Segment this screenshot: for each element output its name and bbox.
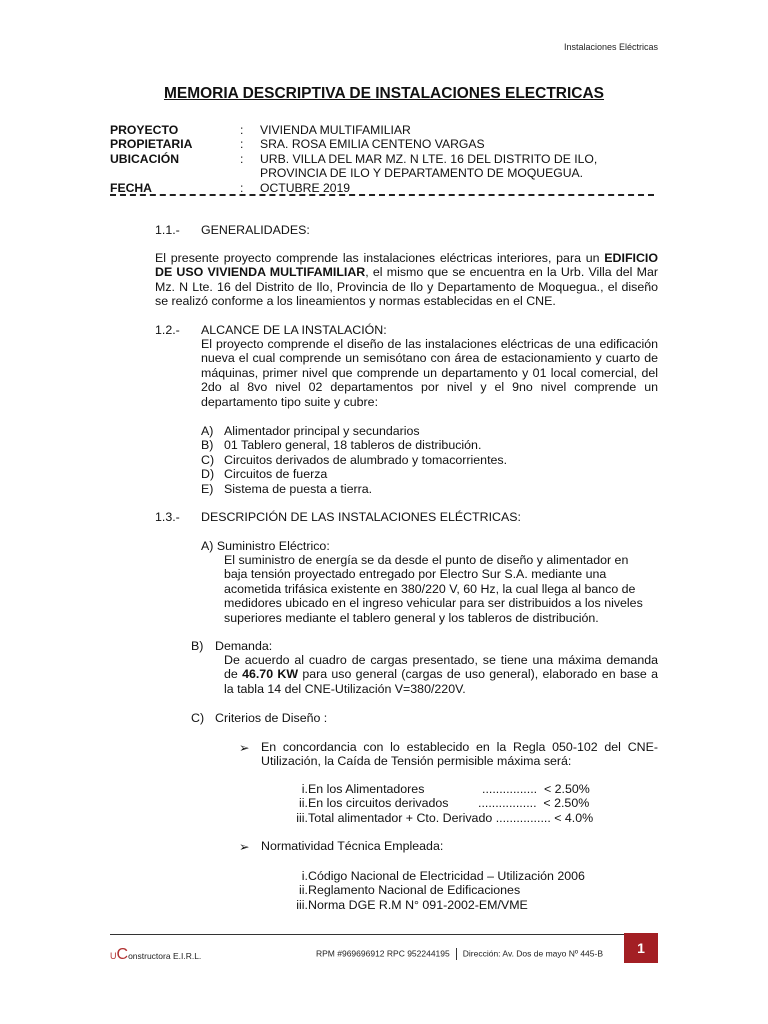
list-marker: iii.: [296, 897, 308, 912]
footer-contact: [316, 948, 603, 960]
subsection-marker: C): [191, 711, 205, 725]
meta-row-proyecto: [110, 123, 658, 137]
list-marker: B): [201, 438, 214, 453]
text-run: De acuerdo al cuadro de cargas presentado, se tiene una máxima demanda de: [224, 653, 658, 682]
meta-row-fecha: [110, 181, 658, 195]
meta-value: VIVIENDA MULTIFAMILIAR: [260, 123, 411, 137]
limit-value: < 2.50%: [543, 782, 590, 796]
section-title: ALCANCE DE LA INSTALACIÓN:: [201, 323, 387, 337]
list-text: Total alimentador + Cto. Derivado ................ < 4.0%: [308, 810, 594, 825]
meta-value: URB. VILLA DEL MAR MZ. N LTE. 16 DEL DISTRITO DE ILO, PROVINCIA DE ILO Y DEPARTAMENTO DE MOQUEGUA.: [260, 151, 598, 181]
arrow-bullet-icon: ➢: [239, 840, 250, 854]
bold-text: EDIFICIO DE USO VIVIENDA MULTIFAMILIAR: [155, 251, 658, 280]
list-text: Circuitos derivados de alumbrado y tomacorrientes.: [224, 452, 508, 467]
norms-list: [283, 869, 585, 912]
meta-colon: :: [240, 151, 244, 166]
list-item: [201, 438, 507, 452]
subsection-b-paragraph: [224, 653, 658, 696]
list-item: [201, 467, 507, 481]
meta-colon: :: [240, 123, 244, 137]
logo-letter: U: [110, 951, 117, 961]
list-text: 01 Tablero general, 18 tableros de distribución.: [224, 438, 482, 453]
list-item: [283, 869, 585, 883]
logo-c: C: [116, 946, 129, 963]
limit-value: < 4.0%: [554, 810, 594, 825]
subsection-title: Demanda:: [215, 639, 273, 653]
address: Dirección: Av. Dos de mayo Nº 445-B: [462, 948, 604, 959]
bold-text: 46.70 KW: [242, 667, 299, 682]
meta-key: PROYECTO: [110, 123, 179, 137]
list-text: Circuitos de fuerza: [224, 467, 328, 482]
list-text: Reglamento Nacional de Edificaciones: [308, 883, 521, 898]
voltage-drop-list: [283, 782, 603, 825]
leader-dots: ................: [495, 810, 551, 825]
meta-colon: :: [240, 180, 244, 195]
list-item: [201, 424, 507, 438]
meta-value: SRA. ROSA EMILIA CENTENO VARGAS: [260, 137, 485, 152]
subsection-a-heading: A) Suministro Eléctrico:: [201, 539, 330, 553]
subsection-marker: B): [191, 639, 204, 653]
list-text: Sistema de puesta a tierra.: [224, 481, 373, 496]
section-number: 1.2.-: [155, 323, 180, 337]
list-marker: ii.: [299, 883, 308, 898]
phone-numbers: RPM #969696912 RPC 952244195: [316, 948, 450, 959]
list-marker: C): [201, 452, 215, 467]
section-title: GENERALIDADES:: [201, 223, 310, 237]
footer-separator: [456, 948, 457, 960]
meta-key: FECHA: [110, 180, 152, 195]
section-title: DESCRIPCIÓN DE LAS INSTALACIONES ELÉCTRICAS:: [201, 510, 521, 524]
list-text: Código Nacional de Electricidad – Utilización 2006: [308, 869, 585, 883]
list-text: En los circuitos derivados ................. < 2.50%: [308, 796, 590, 811]
meta-key: UBICACIÓN: [110, 151, 180, 166]
section-number: 1.1.-: [155, 223, 180, 237]
list-marker: E): [201, 481, 214, 496]
norms-heading: Normatividad Técnica Empleada:: [261, 839, 444, 853]
list-marker: A): [201, 424, 214, 438]
criteria-paragraph: En concordancia con lo establecido en la Regla 050-102 del CNE-Utilización, la Caída de Tensión permisible máxima será:: [261, 740, 658, 769]
section-1-2-heading: [155, 323, 387, 337]
list-item: [283, 796, 603, 810]
section-1-1-heading: [155, 223, 310, 237]
footer-divider: [110, 934, 658, 935]
text-run: El presente proyecto comprende las instalaciones eléctricas interiores, para un: [155, 251, 605, 265]
list-marker: iii.: [296, 810, 308, 825]
section-1-3-heading: [155, 510, 521, 524]
list-marker: i.: [301, 869, 308, 883]
arrow-bullet-icon: ➢: [239, 741, 250, 755]
list-text: Alimentador principal y secundarios: [224, 424, 420, 438]
company-logo: [110, 946, 201, 964]
subsection-c-heading: [191, 711, 328, 725]
leader-dots: ................: [482, 782, 538, 796]
list-text: En los Alimentadores ................ < 2.50%: [308, 782, 590, 796]
section-1-1-paragraph: [155, 251, 658, 309]
meta-value: OCTUBRE 2019: [260, 180, 351, 195]
text-run: , el mismo que se encuentra en la Urb. Villa del Mar Mz. N Lte. 16 del Distrito de Ilo, Provincia de Ilo y Departamento de Moquegua., el diseño se realizó conforme a los lineamientos y normas establecidas en el CNE.: [155, 265, 658, 309]
list-marker: D): [201, 467, 215, 482]
subsection-b-heading: [191, 639, 273, 653]
section-number: 1.3.-: [155, 510, 180, 524]
list-item: [283, 883, 585, 897]
company-name: onstructora E.I.R.L.: [128, 951, 202, 961]
project-info: [110, 123, 658, 195]
meta-key: PROPIETARIA: [110, 137, 193, 152]
list-marker: ii.: [299, 796, 308, 811]
meta-row-ubicacion: [110, 152, 658, 181]
meta-colon: :: [240, 137, 244, 152]
meta-row-propietaria: [110, 137, 658, 151]
list-item: [201, 453, 507, 467]
document-title: MEMORIA DESCRIPTIVA DE INSTALACIONES ELECTRICAS: [163, 85, 605, 102]
subsection-title: Criterios de Diseño :: [215, 711, 328, 725]
scope-list: [201, 424, 507, 496]
limit-value: < 2.50%: [543, 796, 590, 811]
list-item: [283, 782, 603, 796]
dashed-divider: [110, 194, 654, 196]
section-1-2-paragraph: El proyecto comprende el diseño de las instalaciones eléctricas de una edificación nueva el cual comprende un semisótano con área de estacionamiento y cuarto de máquinas, primer nivel que comprende un departamento y 01 local comercial, del 2do al 8vo nivel 02 departamentos por nivel y el 9no nivel comprende un departamento tipo suite y cubre:: [201, 337, 658, 409]
subsection-a-paragraph: El suministro de energía se da desde el punto de diseño y alimentador en baja tensión proyectado entregado por Electro Sur S.A. mediante una acometida trifásica existente en 380/220 V, 60 Hz, la cual llega al banco de medidores ubicado en el ingreso vehicular para ser distribuidos a los niveles superiores mediante el tablero general y los tableros de distribución.: [224, 553, 643, 625]
page-number-badge: 1: [624, 933, 658, 963]
list-item: [283, 811, 603, 825]
list-item: [201, 482, 507, 496]
list-marker: i.: [301, 782, 308, 796]
list-item: [283, 898, 585, 912]
text-run: para uso general (cargas de uso general), elaborado en base a la tabla 14 del CNE-Utilización V=380/220V.: [224, 667, 658, 696]
running-header: Instalaciones Eléctricas: [563, 42, 658, 52]
leader-dots: .................: [478, 796, 537, 811]
list-text: Norma DGE R.M N° 091-2002-EM/VME: [308, 897, 528, 912]
